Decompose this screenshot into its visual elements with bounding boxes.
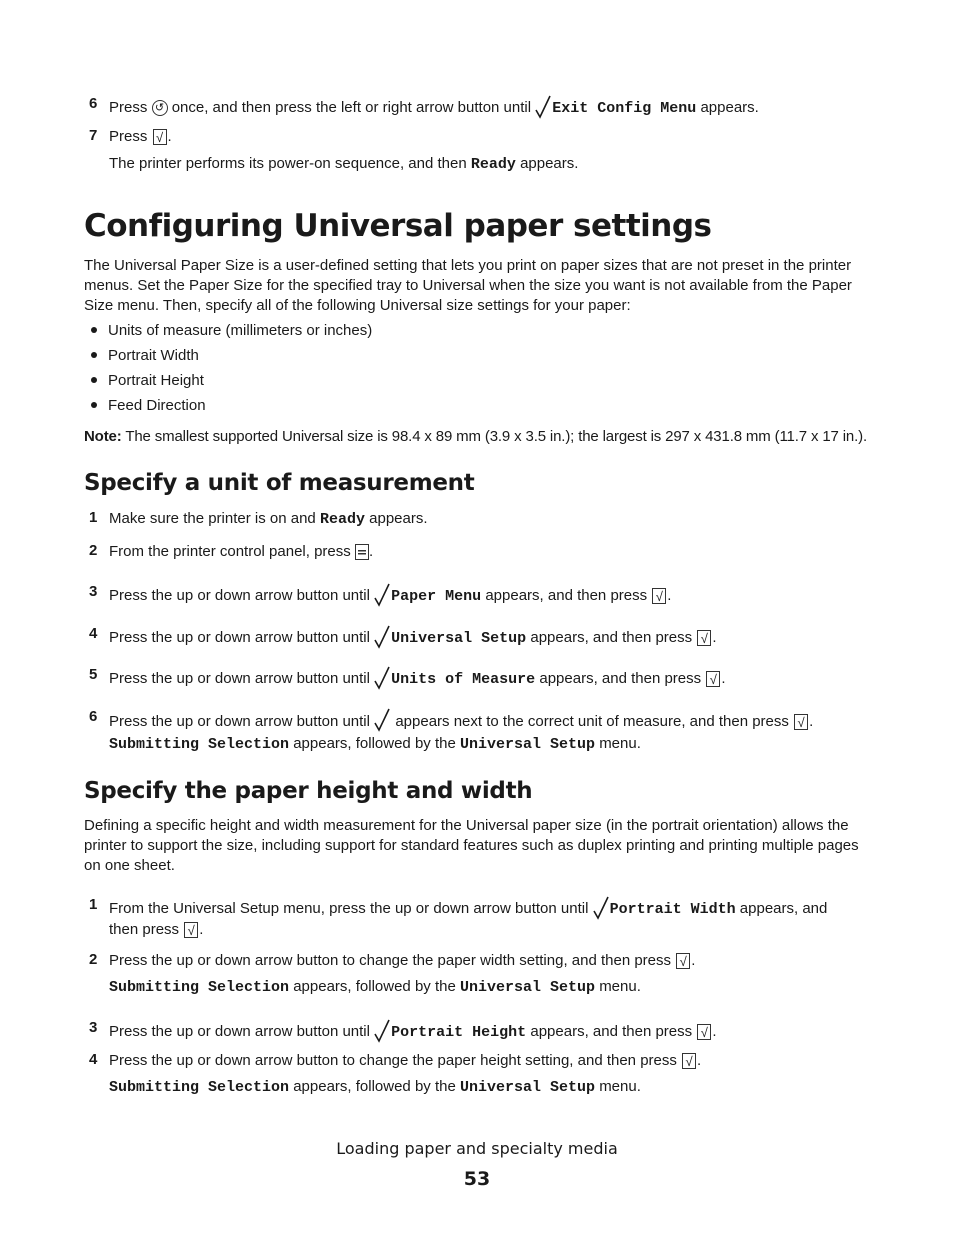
- step-number: 6: [89, 708, 98, 725]
- menu-code: Universal Setup: [459, 979, 596, 996]
- back-button-icon: ↺: [152, 100, 168, 116]
- step-number: 2: [89, 951, 98, 968]
- note-label: Note:: [84, 428, 122, 445]
- menu-code: Portrait Height: [391, 1024, 527, 1041]
- step-number: 5: [89, 666, 98, 683]
- step-subtext: Submitting Selection appears, followed by the Universal Setup menu.: [109, 978, 641, 996]
- select-button-icon: √: [676, 953, 690, 969]
- menu-button-icon: [355, 544, 369, 560]
- step-text: Make sure the printer is on and Ready appears.: [109, 510, 428, 528]
- bullet-item: Portrait Height: [91, 371, 204, 391]
- note: [84, 427, 874, 447]
- select-button-icon: √: [697, 1024, 711, 1040]
- step-number: 7: [89, 127, 98, 144]
- arrow-checkmark-icon: [374, 625, 390, 649]
- step-number: 1: [89, 509, 98, 526]
- step-subtext: The printer performs its power-on sequence, and then Ready appears.: [109, 155, 579, 173]
- step-number: 2: [89, 542, 98, 559]
- step-text: Press ↺ once, and then press the left or right arrow button until Exit Config Menu appears.: [109, 95, 759, 119]
- section-heading-height-width: Specify the paper height and width: [84, 778, 533, 804]
- select-button-icon: √: [682, 1053, 696, 1069]
- menu-code: Units of Measure: [391, 671, 536, 688]
- select-button-icon: √: [652, 588, 666, 604]
- page-number: 53: [463, 1168, 491, 1190]
- step-subtext: Submitting Selection appears, followed by the Universal Setup menu.: [109, 735, 641, 753]
- step-text: Press the up or down arrow button to change the paper width setting, and then press √ .: [109, 952, 696, 970]
- menu-code: Portrait Width: [609, 901, 736, 918]
- arrow-checkmark-icon: [374, 1019, 390, 1043]
- select-button-icon: √: [794, 714, 808, 730]
- step-text: From the Universal Setup menu, press the up or down arrow button until Portrait Width appears, and: [109, 896, 827, 920]
- footer-title: Loading paper and specialty media: [336, 1139, 618, 1158]
- menu-code: Paper Menu: [391, 588, 482, 605]
- step-number: 6: [89, 95, 98, 112]
- arrow-checkmark-icon: [535, 95, 551, 119]
- menu-code: Submitting Selection: [109, 979, 290, 996]
- step-text: From the printer control panel, press .: [109, 543, 374, 560]
- note-text: The smallest supported Universal size is 98.4 x 89 mm (3.9 x 3.5 in.); the largest is 297 x 431.8 mm (11.7 x 17 in.).: [125, 428, 867, 445]
- menu-code: Universal Setup: [391, 630, 527, 647]
- arrow-checkmark-icon: [374, 708, 390, 732]
- step-number: 4: [89, 1051, 98, 1068]
- step-number: 1: [89, 896, 98, 913]
- arrow-checkmark-icon: [374, 666, 390, 690]
- section2-intro: Defining a specific height and width measurement for the Universal paper size (in the portrait orientation) allows the printer to support the size, including support for standard features such as duplex printing and printing multiple pages on one sheet.: [84, 817, 859, 874]
- step-number: 3: [89, 1019, 98, 1036]
- menu-code: Ready: [470, 156, 516, 173]
- bullet-item: Units of measure (millimeters or inches): [91, 321, 372, 341]
- menu-code: Universal Setup: [459, 1079, 596, 1096]
- bullet-item: Feed Direction: [91, 396, 206, 416]
- menu-code: Universal Setup: [459, 736, 596, 753]
- menu-code: Submitting Selection: [109, 1079, 290, 1096]
- select-button-icon: √: [697, 630, 711, 646]
- step-text: Press the up or down arrow button until Units of Measure appears, and then press √ .: [109, 666, 725, 690]
- step-number: 4: [89, 625, 98, 642]
- menu-code: Submitting Selection: [109, 736, 290, 753]
- section-heading-unit: Specify a unit of measurement: [84, 470, 475, 496]
- step-text: Press the up or down arrow button to change the paper height setting, and then press √ .: [109, 1052, 702, 1070]
- step-text: then press √ .: [109, 921, 204, 939]
- step-subtext: Submitting Selection appears, followed by the Universal Setup menu.: [109, 1078, 641, 1096]
- page-title: Configuring Universal paper settings: [84, 208, 712, 244]
- step-text: Press the up or down arrow button until appears next to the correct unit of measure, and then press √ .: [109, 708, 813, 732]
- menu-code: Exit Config Menu: [552, 100, 697, 117]
- step-text: Press the up or down arrow button until Paper Menu appears, and then press √ .: [109, 583, 671, 607]
- bullet-item: Portrait Width: [91, 346, 199, 366]
- select-button-icon: √: [184, 922, 198, 938]
- select-button-icon: √: [153, 129, 167, 145]
- menu-code: Ready: [319, 511, 365, 528]
- step-text: Press the up or down arrow button until Portrait Height appears, and then press √ .: [109, 1019, 716, 1043]
- arrow-checkmark-icon: [593, 896, 609, 920]
- select-button-icon: √: [706, 671, 720, 687]
- intro-paragraph: The Universal Paper Size is a user-defined setting that lets you print on paper sizes that are not preset in the printer menus. Set the Paper Size for the specified tray to Universal when the size you want is not available from the Paper Size menu. Then, specify all of the following Universal size settings for your paper:: [84, 257, 852, 314]
- step-text: Press the up or down arrow button until Universal Setup appears, and then press √ .: [109, 625, 716, 649]
- step-number: 3: [89, 583, 98, 600]
- arrow-checkmark-icon: [374, 583, 390, 607]
- step-text: Press √ .: [109, 128, 172, 146]
